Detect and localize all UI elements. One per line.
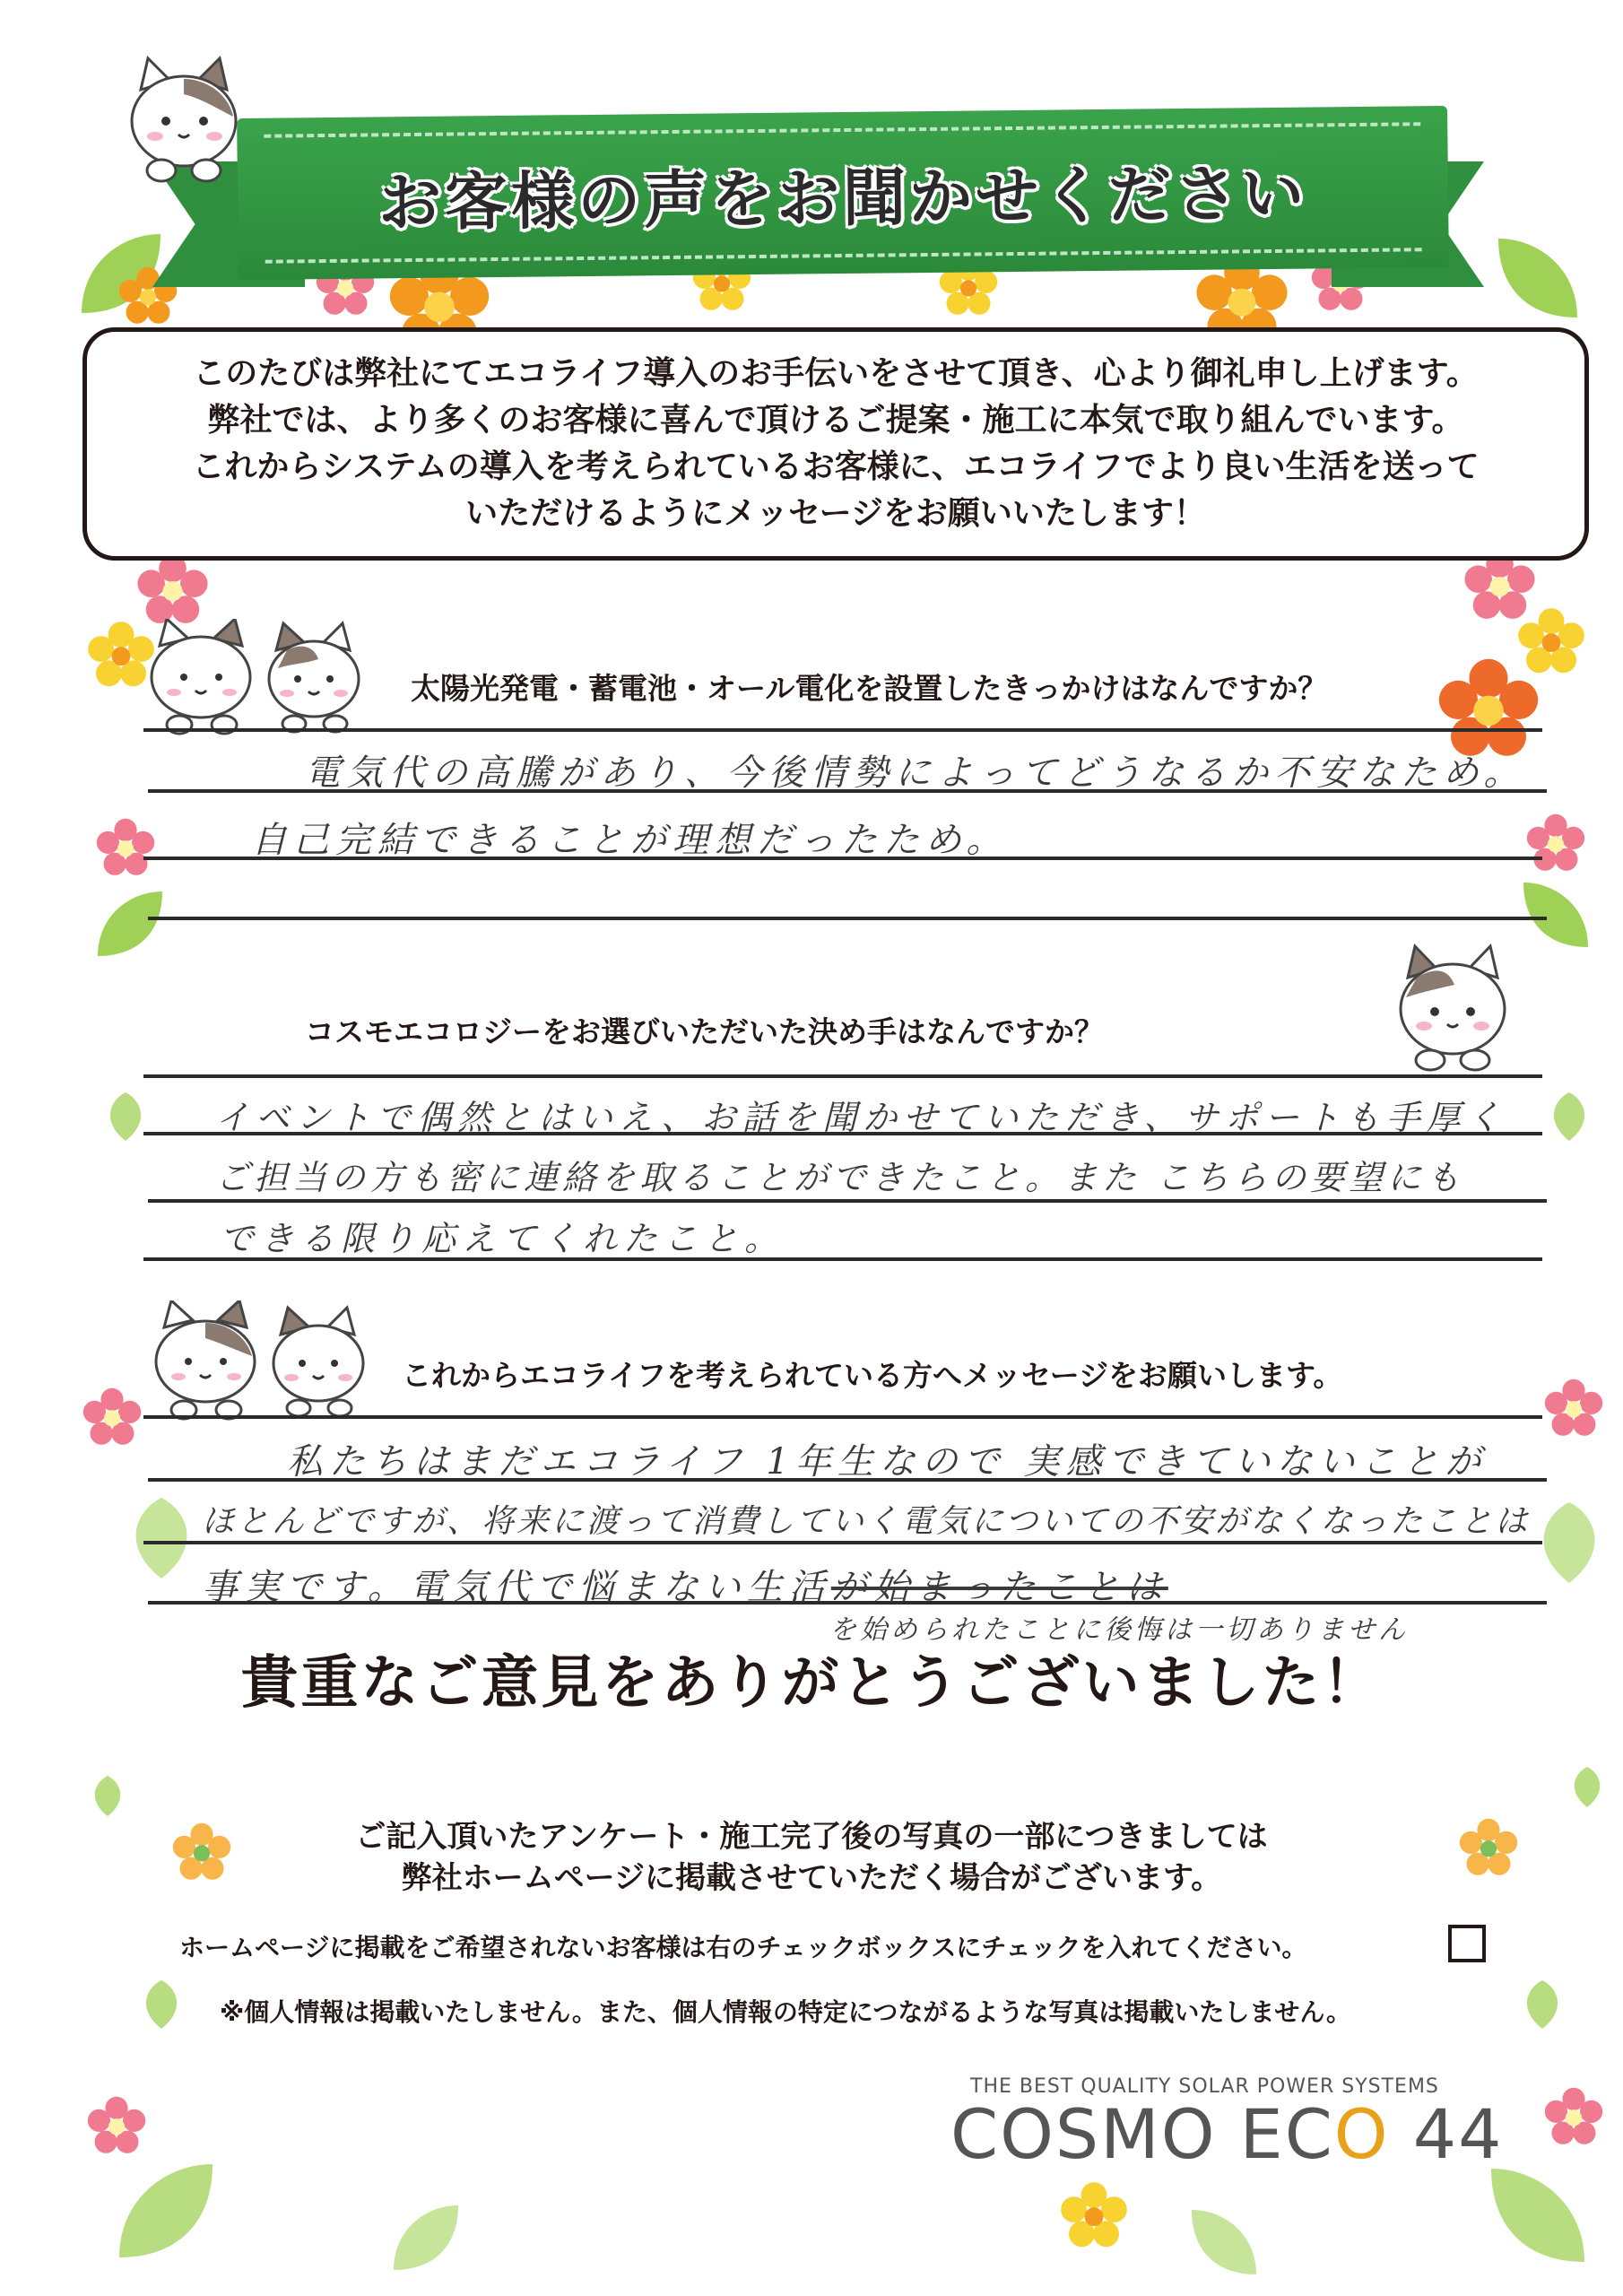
cat-pair-icon (143, 619, 377, 744)
flower-icon (81, 1386, 143, 1448)
answer-line (143, 1074, 1542, 1078)
logo-number: 44 (1389, 2094, 1504, 2174)
leaf-icon (377, 2197, 475, 2278)
answer-3-line-1: 私たちはまだエコライフ 1年生なので 実感できていないことが (287, 1441, 1488, 1483)
flower-icon (94, 816, 157, 879)
answer-3-line-3 (202, 1559, 1168, 1610)
leaf-icon (1515, 874, 1596, 955)
intro-line: 弊社では、より多くのお客様に喜んで頂けるご提案・施工に本気で取り組んでいます。 (207, 402, 1464, 439)
cat-mascot-icon (1390, 942, 1515, 1076)
page-title: お客様の声をお聞かせください (378, 156, 1308, 239)
question-3-label: これからエコライフを考えられている方へメッセージをお願いします。 (402, 1358, 1343, 1393)
flower-icon (1524, 812, 1587, 874)
logo-accent-letter: O (1333, 2094, 1390, 2174)
leaf-icon (1488, 229, 1587, 327)
cat-mascot-icon (121, 54, 247, 188)
flower-icon (135, 552, 211, 628)
answer-1-line-1: 電気代の高騰があり、今後情勢によってどうなるか不安なため。 (305, 752, 1526, 794)
notice-line-2: 弊社ホームページに掲載させていただく場合がございます。 (401, 1860, 1222, 1896)
company-logo (950, 2094, 1503, 2174)
answer-line (148, 1199, 1547, 1203)
intro-message-box (82, 327, 1589, 561)
flower-icon (1542, 1377, 1605, 1439)
leaf-icon (135, 1969, 188, 2040)
answer-line (143, 728, 1542, 732)
flower-icon (85, 2094, 148, 2157)
logo-text-part: COSMO EC (950, 2094, 1334, 2174)
leaf-icon (1175, 2202, 1273, 2283)
leaf-icon (117, 1489, 206, 1587)
answer-3-struck-text: が始まったことは (830, 1567, 1168, 1608)
answer-3-line-3-text: 事実です。電気代で悩まない生活 (202, 1567, 831, 1608)
answer-3-line-4: を始められたことに後悔は一切ありません (829, 1614, 1409, 1646)
answer-1-line-2: 自己完結できることが理想だったため。 (251, 820, 1009, 861)
privacy-notice: ※個人情報は掲載いたしません。また、個人情報の特定につながるような写真は掲載いたしません。 (220, 1997, 1352, 2027)
leaf-icon (1565, 1758, 1610, 1816)
leaf-icon (1542, 1085, 1596, 1148)
notice-line-1: ご記入頂いたアンケート・施工完了後の写真の一部につきましては (355, 1819, 1268, 1855)
answer-2-line-3: できる限り応えてくれたこと。 (220, 1219, 785, 1258)
intro-line: いただけるようにメッセージをお願いいたします！ (465, 495, 1206, 532)
leaf-icon (99, 1085, 152, 1148)
flower-icon (1542, 2085, 1605, 2148)
leaf-icon (1471, 2157, 1605, 2274)
logo-tagline: THE BEST QUALITY SOLAR POWER SYSTEMS (970, 2075, 1439, 2098)
answer-2-line-2: ご担当の方も密に連絡を取ることができたこと。また こちらの要望にも (215, 1158, 1465, 1197)
thanks-message: 貴重なご意見をありがとうございました！ (240, 1650, 1383, 1717)
leaf-icon (1515, 1969, 1569, 2040)
leaf-icon (99, 2152, 233, 2269)
title-ribbon (237, 106, 1449, 280)
cat-pair-icon (148, 1300, 381, 1431)
intro-line: これからシステムの導入を考えられているお客様に、エコライフでより良い生活を送って (192, 448, 1480, 485)
intro-line: このたびは弊社にてエコライフ導入のお手伝いをさせて頂き、心より御礼申し上げます。 (193, 355, 1479, 392)
leaf-icon (90, 883, 170, 964)
question-2-label: コスモエコロジーをお選びいただいた決め手はなんですか？ (305, 1014, 1104, 1049)
question-1-label: 太陽光発電・蓄電池・オール電化を設置したきっかけはなんですか？ (411, 671, 1328, 706)
checkbox-label: ホームページに掲載をご希望されないお客様は右のチェックボックスにチェックを入れてください。 (179, 1933, 1307, 1962)
answer-line (148, 917, 1547, 920)
flower-icon (1058, 2179, 1130, 2251)
answer-line (143, 1415, 1542, 1419)
answer-3-line-2: ほとんどですが、将来に渡って消費していく電気についての不安がなくなったことは (202, 1503, 1531, 1540)
answer-2-line-1: イベントで偶然とはいえ、お話を聞かせていただき、サポートも手厚く (215, 1098, 1507, 1137)
no-publish-checkbox[interactable] (1448, 1925, 1486, 1962)
